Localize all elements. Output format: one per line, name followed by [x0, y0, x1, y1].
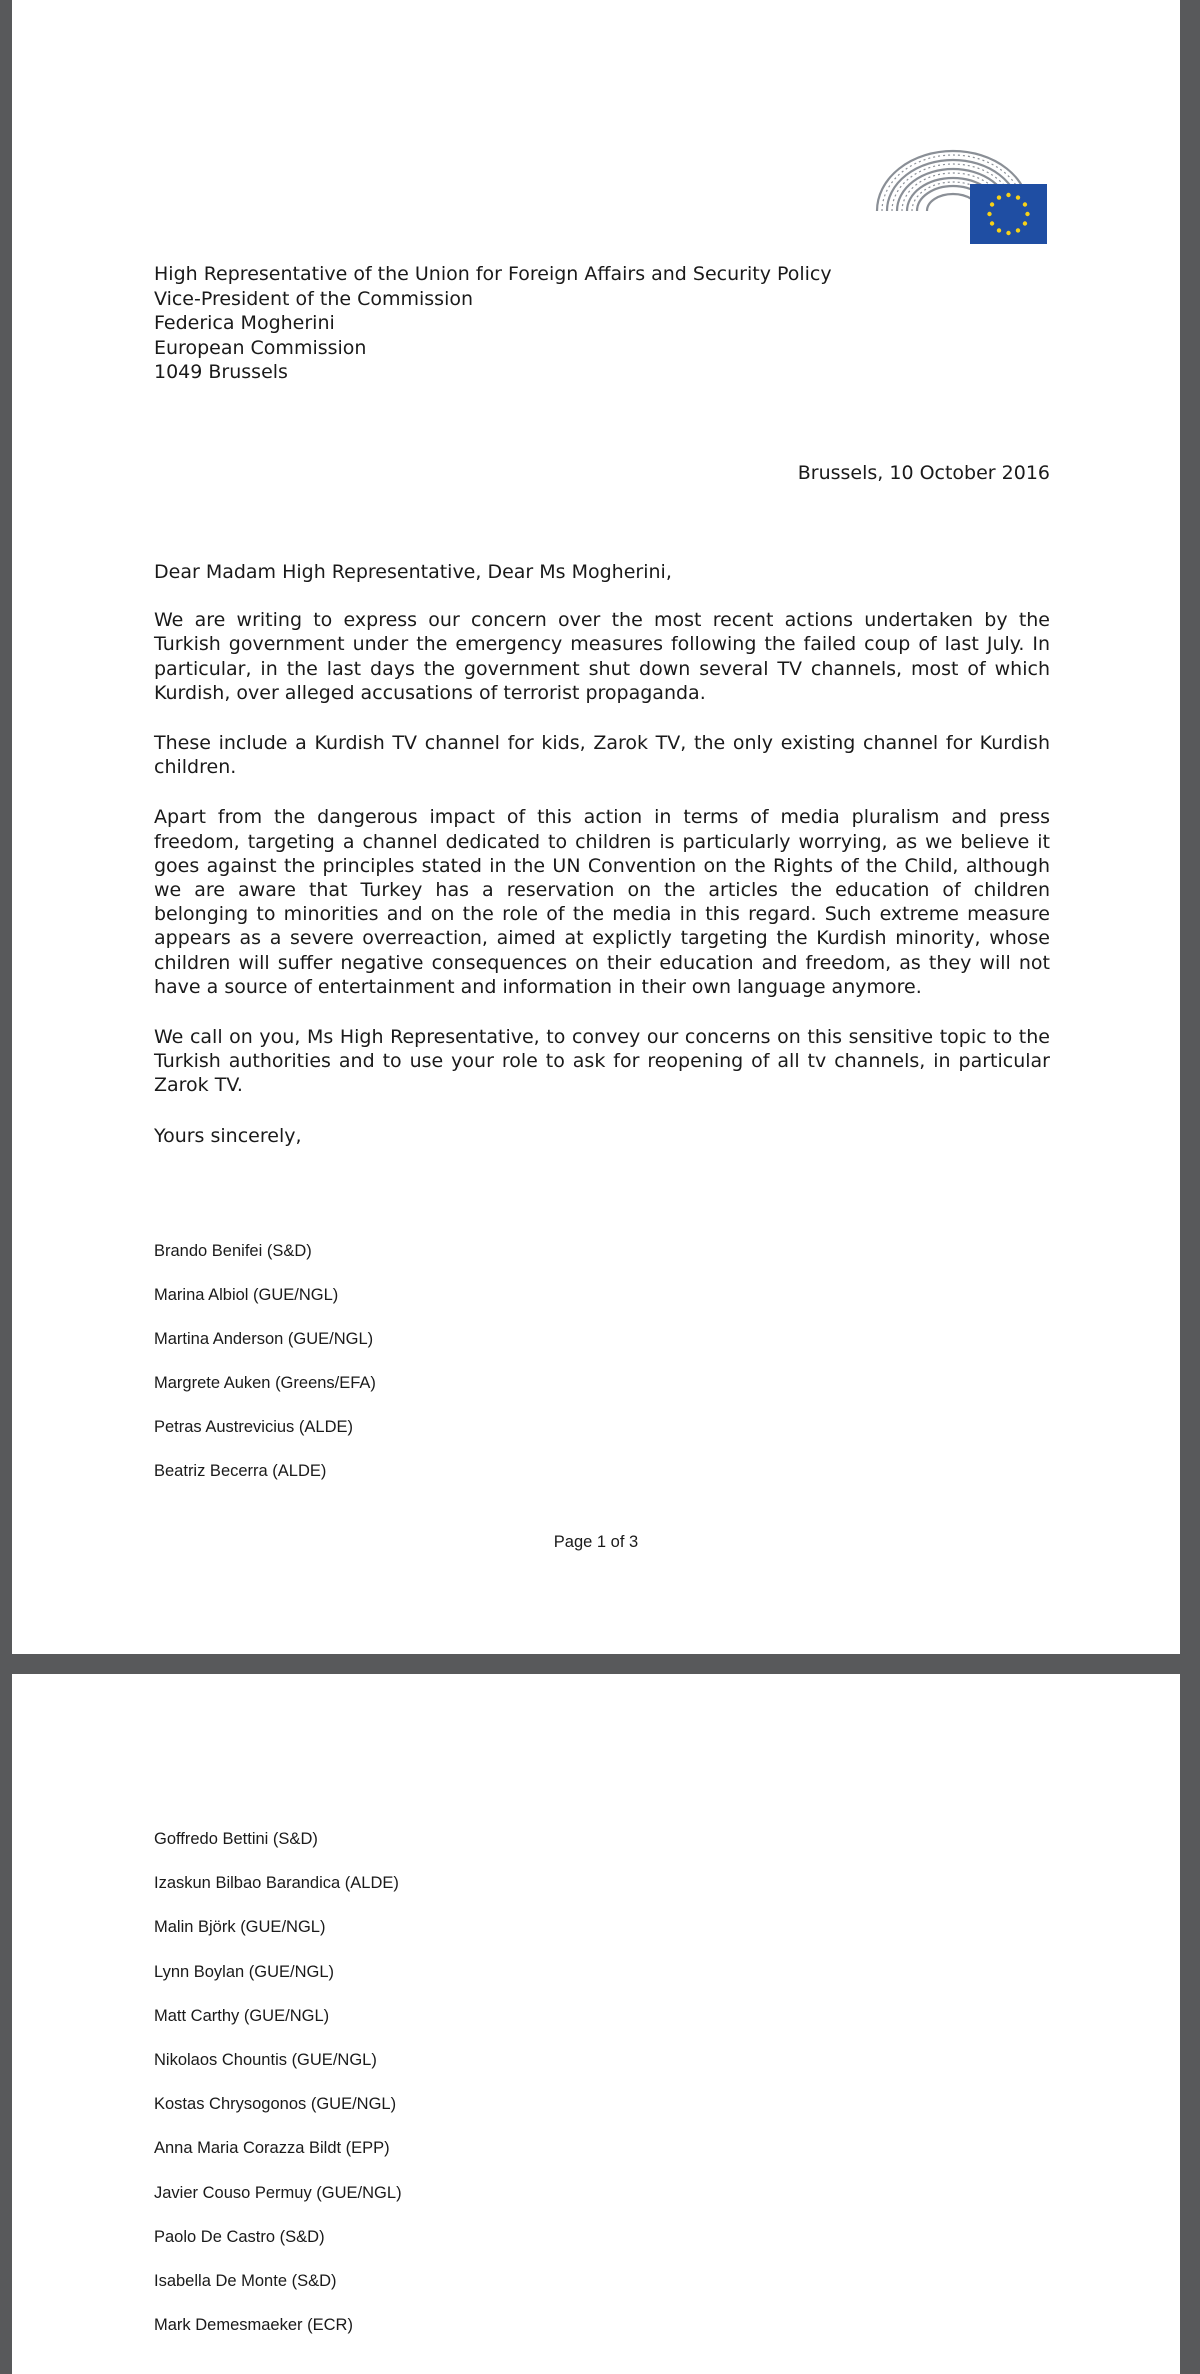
logo-star-icon [997, 228, 1001, 232]
signatory: Margrete Auken (Greens/EFA) [154, 1374, 376, 1392]
signatory: Martina Anderson (GUE/NGL) [154, 1330, 374, 1348]
closing: Yours sincerely, [154, 1124, 302, 1147]
signatory: Marina Albiol (GUE/NGL) [154, 1286, 339, 1304]
body-paragraph: Apart from the dangerous impact of this action in terms of media pluralism and press freedom, targeting a channel dedicated to children is particularly worrying, as we believe it goes against the principles stated in the UN Convention on the Rights of the Child, although we are aware that Turkey has a reservation on the articles the education of children belonging to minorities and on the role of the media in this regard. Such extreme measure appears as a severe overreaction, aimed at explictly targeting the Kurdish minority, whose children will suffer negative consequences on their education and freedom, as they will not have a source of entertainment and information in their own language anymore. [154, 806, 1050, 998]
signatory: Javier Couso Permuy (GUE/NGL) [154, 2183, 402, 2202]
logo-star-icon [1016, 228, 1020, 232]
signatory: Kostas Chrysogonos (GUE/NGL) [154, 2095, 397, 2114]
document-page-1 [12, 0, 1180, 1654]
signatory: Goffredo Bettini (S&D) [154, 1830, 318, 1848]
address-line: Vice-President of the Commission [154, 287, 474, 310]
signatory: Beatriz Becerra (ALDE) [154, 1462, 327, 1480]
signatory-list [154, 1242, 376, 1506]
logo-star-icon [1016, 195, 1020, 199]
recipient-address [154, 262, 832, 385]
signatory: Paolo De Castro (S&D) [154, 2227, 325, 2246]
address-line: European Commission [154, 336, 367, 359]
logo-star-icon [1023, 221, 1027, 225]
letter-date: Brussels, 10 October 2016 [797, 462, 1050, 484]
signatory: Matt Carthy (GUE/NGL) [154, 2006, 330, 2025]
signatory: Malin Björk (GUE/NGL) [154, 1918, 326, 1937]
signatory: Izaskun Bilbao Barandica (ALDE) [154, 1874, 399, 1893]
logo-star-icon [1023, 202, 1027, 206]
logo-star-icon [1025, 212, 1029, 216]
logo-star-icon [990, 202, 994, 206]
signatory: Mark Demesmaeker (ECR) [154, 2316, 353, 2335]
address-line: 1049 Brussels [154, 361, 288, 383]
signatory: Isabella De Monte (S&D) [154, 2271, 337, 2290]
page-number: Page 1 of 3 [553, 1533, 639, 1551]
signatory: Anna Maria Corazza Bildt (EPP) [154, 2139, 390, 2158]
letter-body [154, 560, 1050, 1148]
signatory: Nikolaos Chountis (GUE/NGL) [154, 2050, 377, 2069]
body-paragraph: These include a Kurdish TV channel for kids, Zarok TV, the only existing channel for Kurdish children. [154, 732, 1050, 779]
salutation: Dear Madam High Representative, Dear Ms Mogherini, [154, 561, 672, 583]
logo-star-icon [990, 221, 994, 225]
signatory: Brando Benifei (S&D) [154, 1242, 312, 1260]
address-line: High Representative of the Union for Foreign Affairs and Security Policy [154, 263, 832, 285]
european-parliament-logo-icon [867, 136, 1057, 246]
logo-star-icon [987, 212, 991, 216]
body-paragraph: We are writing to express our concern over the most recent actions undertaken by the Turkish government under the emergency measures following the failed coup of last July. In particular, in the last days the government shut down several TV channels, most of which Kurdish, over alleged accusations of terrorist propaganda. [154, 609, 1050, 704]
address-line: Federica Mogherini [154, 312, 335, 334]
signatory-list [154, 1830, 402, 2360]
body-paragraph: We call on you, Ms High Representative, to convey our concerns on this sensitive topic to the Turkish authorities and to use your role to ask for reopening of all tv channels, in particular Zarok TV. [154, 1026, 1050, 1097]
logo-star-icon [1006, 193, 1010, 197]
logo-star-icon [997, 195, 1001, 199]
signatory: Petras Austrevicius (ALDE) [154, 1418, 353, 1436]
signatory: Lynn Boylan (GUE/NGL) [154, 1962, 335, 1981]
logo-star-icon [1006, 231, 1010, 235]
document-page-2 [12, 1674, 1180, 2374]
